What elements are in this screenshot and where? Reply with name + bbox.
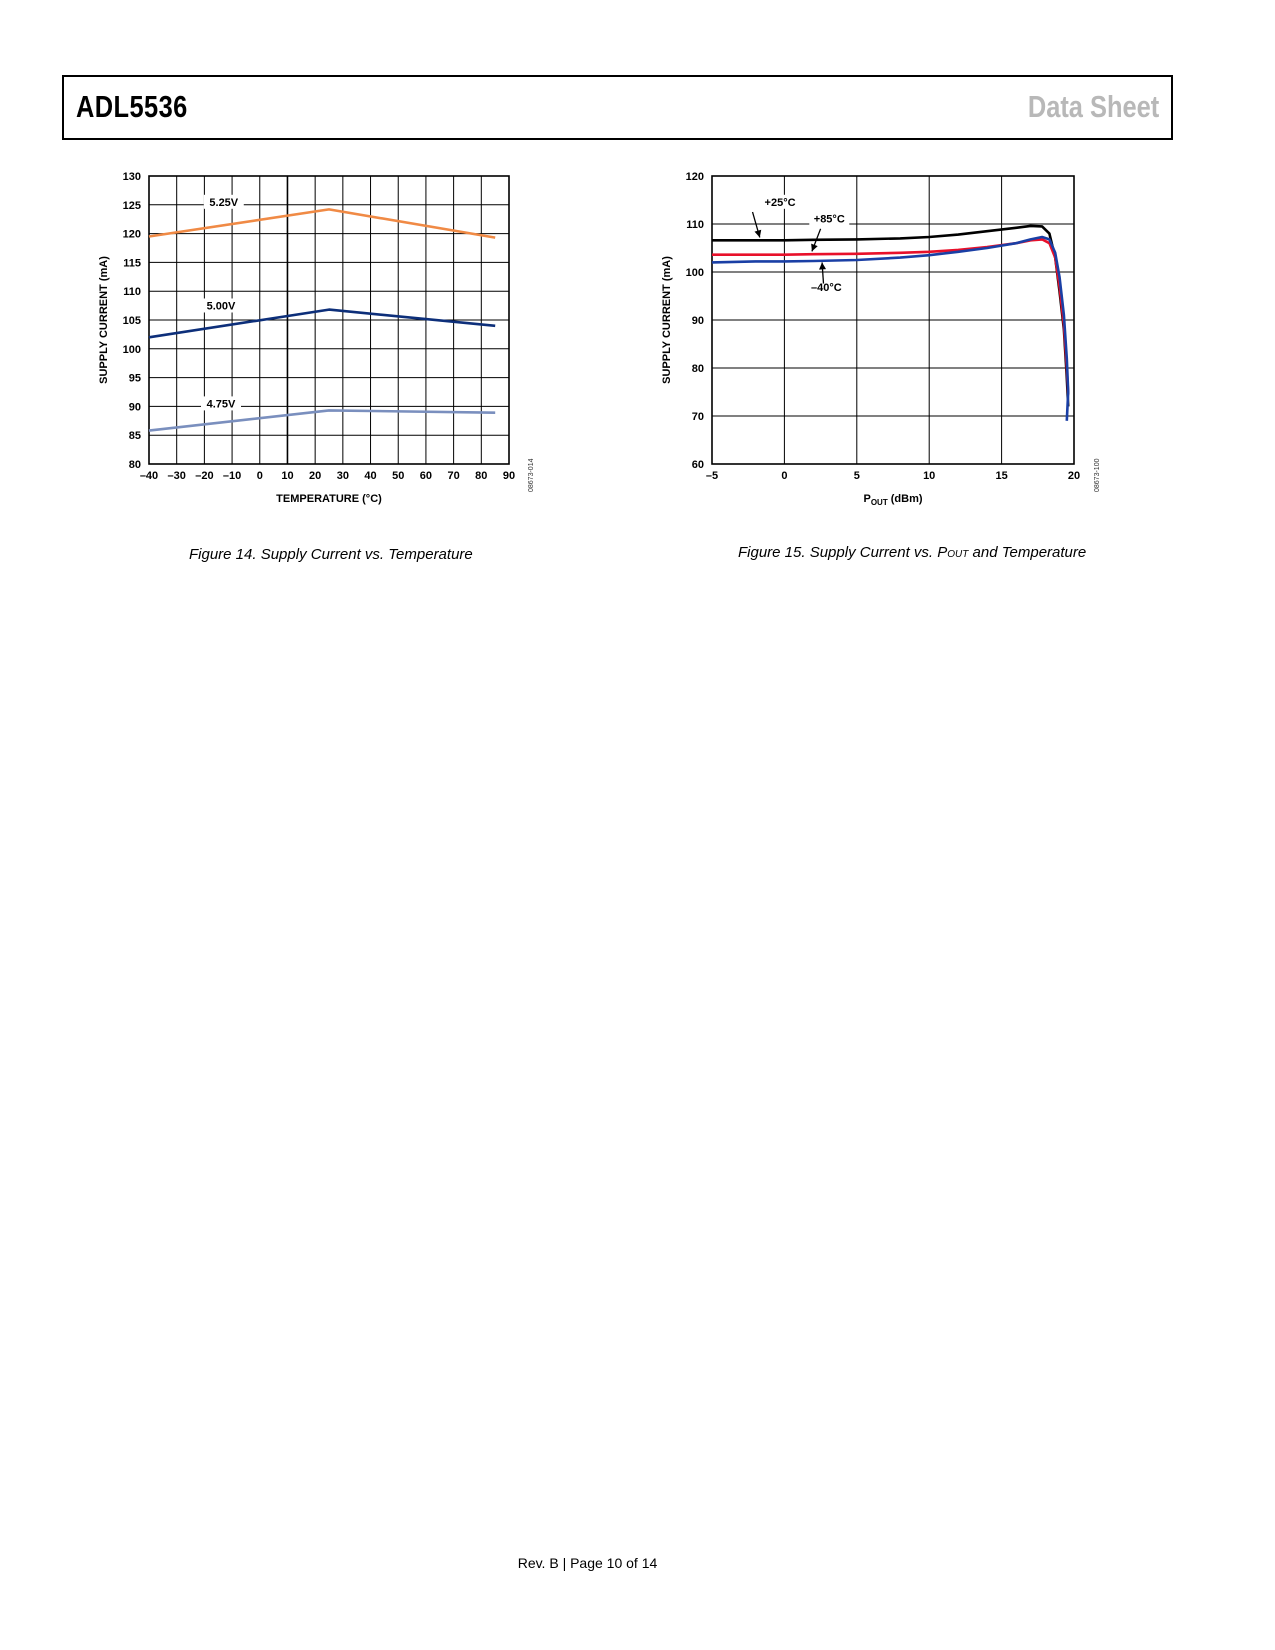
y-tick-label: 60 [691,459,704,471]
y-tick-label: 80 [128,459,141,471]
y-axis-label: SUPPLY CURRENT (mA) [661,256,673,384]
x-tick-label: –30 [167,470,186,482]
series-line [712,237,1068,421]
x-tick-label: 80 [475,470,488,482]
x-tick-label: –20 [195,470,214,482]
document-type: Data Sheet [1027,89,1159,124]
x-tick-label: 0 [256,470,263,482]
series-label: 5.25V [209,196,239,209]
y-tick-label: 95 [128,372,141,385]
x-tick-label: –5 [705,470,719,482]
figure-15-caption [738,544,1086,561]
y-tick-label: 100 [685,267,704,279]
part-number: ADL5536 [76,89,188,124]
x-tick-label: 15 [995,470,1008,482]
y-tick-label: 130 [122,171,141,183]
series-label: –40°C [811,281,842,294]
x-axis-label: TEMPERATURE (°C) [276,493,382,505]
series-label: +85°C [813,213,845,226]
x-tick-label: 20 [309,470,322,482]
y-tick-label: 115 [123,257,141,270]
series-label: 5.00V [206,300,236,313]
figure-15-caption-prefix: Figure 15. Supply Current vs. P [738,544,948,561]
figure-code: 08673-100 [1094,458,1101,492]
x-tick-label: 40 [364,470,377,482]
supply-current-vs-pout-chart [0,0,1275,600]
x-tick-label: –10 [222,470,242,482]
y-tick-label: 105 [122,315,141,327]
y-tick-label: 85 [128,430,141,443]
y-axis-label: SUPPLY CURRENT (mA) [98,256,110,384]
x-tick-label: 60 [419,470,433,482]
series-label: 4.75V [206,398,236,411]
y-tick-label: 70 [691,411,704,423]
x-tick-label: 50 [392,470,405,482]
y-tick-label: 80 [691,363,704,375]
figure-15-caption-suffix: and Temperature [968,544,1087,561]
figure-14-caption: Figure 14. Supply Current vs. Temperature [189,546,473,563]
x-tick-label: 10 [923,470,936,482]
x-tick-label: 5 [853,470,860,482]
x-tick-label: 30 [336,470,349,482]
y-tick-label: 110 [123,286,141,299]
figure-15-caption-sub: OUT [947,549,969,560]
series-arrow-head [755,230,762,238]
x-axis-label: $P_{OUT}$ (dBm) [863,493,923,507]
y-tick-label: 120 [685,171,704,183]
y-tick-label: 90 [128,401,141,414]
x-tick-label: –40 [139,470,159,482]
y-tick-label: 110 [686,219,704,231]
y-tick-label: 90 [691,315,704,327]
series-arrow-head [819,262,826,269]
series-label: +25°C [764,196,796,209]
y-tick-label: 125 [122,199,141,212]
x-tick-label: 90 [502,470,516,482]
x-tick-label: 0 [781,470,788,482]
page-footer: Rev. B | Page 10 of 14 [517,1555,658,1571]
x-tick-label: 20 [1067,470,1081,482]
y-tick-label: 100 [122,343,141,356]
x-tick-label: 70 [447,470,460,482]
figure-code: 08673-014 [528,458,535,492]
x-tick-label: 10 [281,470,294,482]
y-tick-label: 120 [122,228,141,241]
